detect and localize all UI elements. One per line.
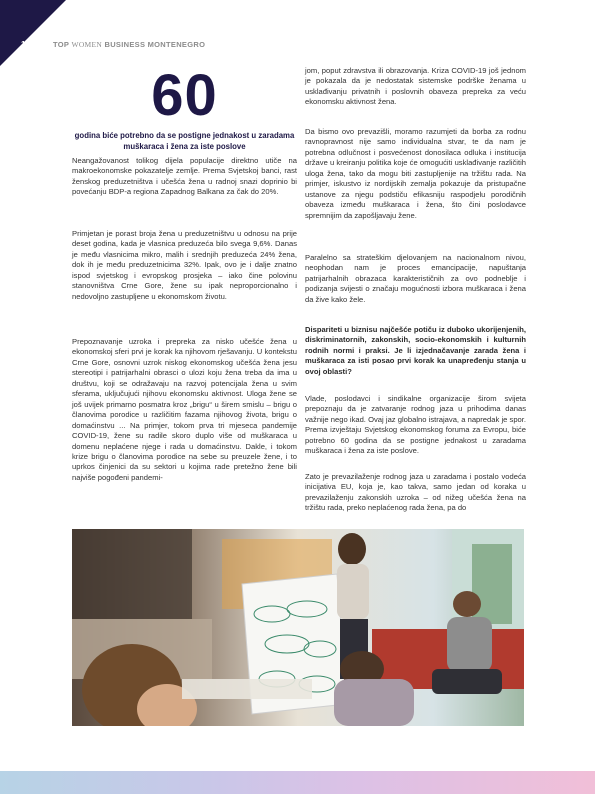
paragraph-text: Neangažovanost tolikog dijela populacije direktno utiče na makroekonomske pokazatelje zemlje. Prema Svjetskoj banci, rast ženskog preduzetništva i učešća žena u radnoj snazi doprinio bi povećanju BDP-a regiona Zapadnog Balkana za čak do 20%. bbox=[72, 156, 297, 197]
right-paragraph-5 bbox=[305, 472, 526, 514]
publication-rest: BUSINESS MONTENEGRO bbox=[104, 40, 206, 49]
bottom-gradient-bar bbox=[0, 771, 595, 794]
paragraph-text: Vlade, poslodavci i sindikalne organizacije širom svijeta prepoznaju da je zatvaranje rodnog jaza u prihodima danas važnije nego ikad. Ovaj jaz globalno istrajava, a napredak je spor. Prema izvještaju Svjetskog ekonomskog foruma za Evropu, biće potrebno 60 godina da se postigne jednakost u zaradama muškaraca i žena za iste poslove. bbox=[305, 394, 526, 456]
paragraph-text: Paralelno sa strateškim djelovanjem na nacionalnom nivou, neophodan nam je proces emancipacije, napuštanja patrijarhalnih obrazaca karakterističnih za ovo podneblje i podizanja svijesti o značaju mogućnosti izbora muškaraca i žena da žive kako žele. bbox=[305, 253, 526, 304]
interview-question: Dispariteti u biznisu najčešće potiču iz duboko ukorijenjenih, diskriminatornih, zakonskih, socio-ekonomskih i kulturnih rodnih normi i praksi. Je li izjednačavanje zarada žena i muškaraca za isti posao prvi korak ka unapređenju stanja u ovoj oblasti? bbox=[305, 325, 526, 376]
publication-top: TOP bbox=[53, 40, 70, 49]
right-paragraph-4 bbox=[305, 394, 526, 457]
publication-women: WOMEN bbox=[71, 40, 103, 49]
paragraph-text: Da bismo ovo prevazišli, moramo razumjeti da borba za rodnu ravnopravnost nije samo individualna stvar, te da nam je potrebna odlučnost i posvećenost donosilaca odluka i institucija države u kreiranju politika koje će omogućiti usklađivanje različitih uloga žena, tako da mogu biti zastupljenije na tržištu rada. Na primjer, iskustvo iz nordijskih zemalja pokazuje da pristupačne ustanove za njegu podstiču efikasniju raspodjelu porodičnih obaveza između muškaraca i žena, što čini poslodavce spremnijim da zapošljavaju žene. bbox=[305, 127, 526, 220]
left-paragraph-2 bbox=[72, 229, 297, 302]
paragraph-text: jom, poput zdravstva ili obrazovanja. Kriza COVID-19 još jednom je pokazala da je nedostatak sistemske podrške ženama u usklađivanju privatnih i poslovnih obaveza prepreka za veću ekonomsku aktivnost žena. bbox=[305, 66, 526, 107]
paragraph-text: Primjetan je porast broja žena u preduzetništvu u odnosu na prije deset godina, kada je vlasnica preduzeća bilo svega 9,6%. Danas je među vlasnicima mikro, malih i srednjih preduzeća 24% žena, dok ih je među preduzetnicima 32%. Ipak, ovo je i dalje znatno ispod svjetskog i evropskog prosjeka – iako čine polovinu stanovništva Crne Gore, žene su ipak neproporcionalno i nedovoljno zastupljene u ekonomskom životu. bbox=[72, 229, 297, 301]
left-paragraph-1 bbox=[72, 156, 297, 198]
hero-number: 60 bbox=[151, 63, 218, 128]
hero-subtitle: godina biće potrebno da se postigne jednakost u zaradama muškaraca i žena za iste poslove bbox=[74, 131, 295, 151]
paragraph-text: Zato je prevazilaženje rodnog jaza u zaradama i postalo vodeća inicijativa EU, koja je, kao takva, samo jedan od koraka u prevazilaženju zakonskih uzroka – od nižeg učešća žena na tržištu rada, preko neplaćenog rada žena, pa do bbox=[305, 472, 526, 513]
right-paragraph-3 bbox=[305, 253, 526, 305]
right-paragraph-2 bbox=[305, 127, 526, 221]
workshop-photo-illustration bbox=[72, 529, 524, 726]
paragraph-text: Prepoznavanje uzroka i prepreka za nisko učešće žena u ekonomskoj sferi prvi je korak ka njihovom rješavanju. U kontekstu Crne Gore, osnovni uzrok niskog ekonomskog učešća žena jesu stereotipi i patrijarhalni obrasci o ulozi koju žena treba da ima u društvu, koji se odražavaju na razvoj potencijala žena u svim sferama, uključujući njihovu ekonomsku aktivnost. Uloga žene se još uvijek primarno posmatra kroz „brigu“ u širem smislu – brigu o članovima porodice u različitim fazama njihovog života, brigu o domaćinstvu ... Na primjer, tokom prva tri mjeseca pandemije COVID-19, žene su radile skoro duplo više od muškaraca u domenu neplaćene njege i rada u domaćinstvu. Dakle, i tokom krize brigu o članovima porodice na sebe su preuzele žene, i to uprkos činjenici da su sektori u kojima rade pretežno žene bili najviše pogođeni pandemi- bbox=[72, 337, 297, 482]
left-paragraph-3 bbox=[72, 337, 297, 483]
workshop-photo bbox=[72, 529, 524, 726]
corner-triangle bbox=[0, 0, 66, 66]
right-paragraph-1 bbox=[305, 66, 526, 108]
page-number: 14 bbox=[21, 40, 30, 49]
publication-header bbox=[53, 40, 205, 49]
right-paragraph-question bbox=[305, 325, 526, 377]
